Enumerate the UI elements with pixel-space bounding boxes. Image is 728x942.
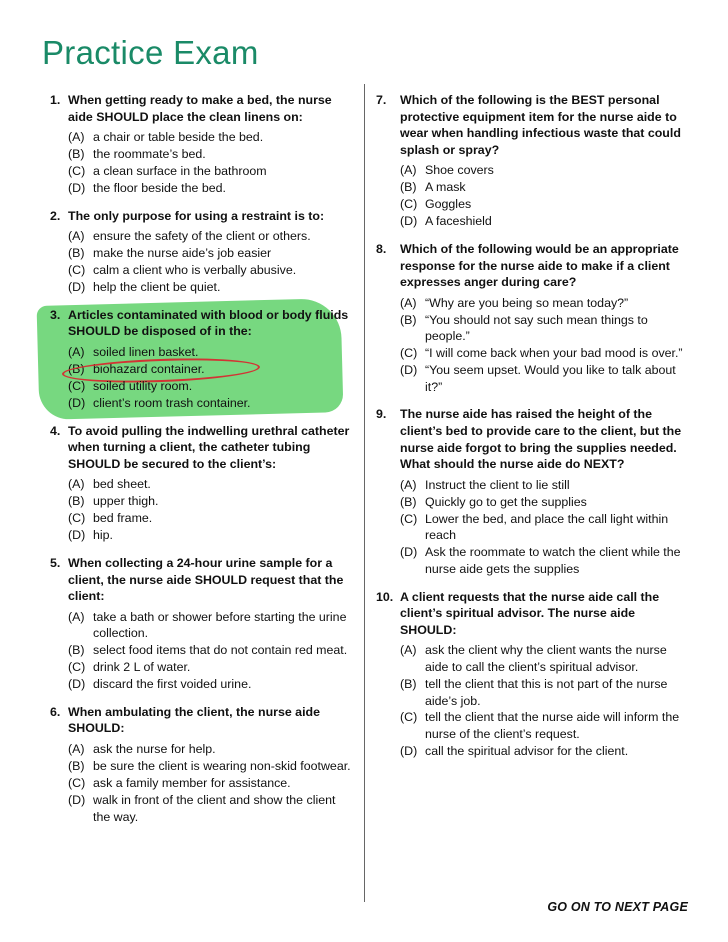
question-5	[50, 555, 356, 693]
answer-option: (D) Ask the roommate to watch the client while the nurse aide gets the supplies	[400, 545, 681, 576]
answer-option: (A) bed sheet.	[68, 477, 151, 492]
answer-option: (A) take a bath or shower before starting the urine collection.	[68, 609, 347, 641]
answer-option: (A) Shoe covers	[400, 163, 494, 178]
question-4	[50, 423, 356, 544]
answer-option: (A) ensure the safety of the client or others.	[68, 229, 311, 244]
question-1	[50, 92, 356, 197]
question-text: To avoid pulling the indwelling urethral catheter when turning a client, the catheter tubing SHOULD be secured to the client’s:	[68, 423, 350, 471]
answer-option: (B) make the nurse aide’s job easier	[68, 246, 272, 261]
answer-option: (A) “Why are you being so mean today?”	[400, 295, 629, 310]
answer-option: (A) ask the client why the client wants the nurse aide to call the client’s spiritual advisor.	[400, 643, 667, 674]
question-number: 10.	[376, 589, 394, 604]
answer-option: (C) tell the client that the nurse aide will inform the nurse of the client’s request.	[400, 710, 680, 742]
question-text: When ambulating the client, the nurse aide SHOULD:	[68, 704, 320, 736]
answer-option: (B) the roommate’s bed.	[68, 147, 206, 162]
right-column	[376, 92, 688, 771]
answer-option: (D) “You seem upset. Would you like to talk about it?”	[400, 363, 676, 394]
question-number: 6.	[50, 704, 61, 719]
question-7	[376, 92, 688, 230]
answer-option: (C) drink 2 L of water.	[68, 660, 191, 675]
question-number: 5.	[50, 555, 61, 570]
answer-option: (C) a clean surface in the bathroom	[68, 164, 267, 179]
answer-option: (D) walk in front of the client and show the client the way.	[68, 793, 336, 824]
question-text: A client requests that the nurse aide call the client’s spiritual advisor. The nurse aide SHOULD:	[400, 589, 660, 637]
answer-option: (D) client’s room trash container.	[68, 396, 251, 411]
answer-option: (B) tell the client that this is not part of the nurse aide’s job.	[400, 676, 668, 708]
answer-option: (B) be sure the client is wearing non-skid footwear.	[68, 759, 351, 774]
answer-option: (D) help the client be quiet.	[68, 280, 221, 295]
question-10	[376, 589, 688, 760]
question-text: The nurse aide has raised the height of the client’s bed to provide care to the client, but the nurse aide forgot to bring the supplies needed. What should the nurse aide do NEXT?	[400, 407, 682, 472]
question-number: 9.	[376, 407, 387, 422]
question-text: When getting ready to make a bed, the nurse aide SHOULD place the clean linens on:	[68, 93, 332, 124]
question-text: Which of the following is the BEST personal protective equipment item for the nurse aide to wear when handling infectious waste that could splash or spray?	[400, 93, 681, 157]
question-text: When collecting a 24-hour urine sample for a client, the nurse aide SHOULD request that the client:	[68, 555, 344, 604]
question-text: Which of the following would be an appropriate response for the nurse aide to make if a client expresses anger during care?	[400, 241, 679, 290]
answer-option: (C) ask a family member for assistance.	[68, 776, 291, 791]
answer-option: (D) discard the first voided urine.	[68, 677, 252, 692]
question-number: 2.	[50, 208, 61, 223]
question-9	[376, 406, 688, 577]
question-text: The only purpose for using a restraint is to:	[68, 208, 325, 223]
answer-option: (D) the floor beside the bed.	[68, 181, 226, 196]
answer-option: (D) call the spiritual advisor for the client.	[400, 744, 629, 759]
next-page-footer: GO ON TO NEXT PAGE	[547, 900, 688, 914]
answer-option: (B) Quickly go to get the supplies	[400, 494, 587, 509]
question-number: 7.	[376, 93, 387, 107]
answer-option: (C) soiled utility room.	[68, 379, 193, 394]
answer-option: (D) hip.	[68, 528, 113, 543]
page-title: Practice Exam	[42, 34, 259, 71]
answer-option: (A) Instruct the client to lie still	[400, 477, 570, 492]
answer-option: (A) soiled linen basket.	[68, 345, 199, 360]
question-8	[376, 241, 688, 396]
answer-option: (C) “I will come back when your bad mood is over.”	[400, 346, 683, 361]
question-number: 3.	[50, 307, 61, 322]
question-2	[50, 208, 356, 296]
answer-option: (A) a chair or table beside the bed.	[68, 130, 264, 145]
answer-option: (A) ask the nurse for help.	[68, 742, 216, 757]
question-number: 8.	[376, 241, 387, 256]
question-3	[50, 307, 356, 412]
answer-option: (C) Lower the bed, and place the call light within reach	[400, 511, 669, 543]
answer-option-circled: (B) biohazard container.	[68, 361, 356, 378]
question-number: 1.	[50, 93, 61, 107]
question-number: 4.	[50, 423, 61, 438]
answer-option: (B) upper thigh.	[68, 494, 159, 509]
answer-option: (D) A faceshield	[400, 214, 492, 229]
question-6	[50, 704, 356, 825]
answer-option: (B) “You should not say such mean things to people.”	[400, 312, 648, 344]
answer-option: (B) select food items that do not contain red meat.	[68, 643, 348, 658]
answer-option: (C) Goggles	[400, 197, 472, 212]
question-text: Articles contaminated with blood or body fluids SHOULD be disposed of in the:	[68, 307, 349, 339]
answer-option: (C) bed frame.	[68, 511, 153, 526]
answer-option: (B) A mask	[400, 180, 466, 195]
left-column	[50, 92, 356, 836]
answer-option: (C) calm a client who is verbally abusive.	[68, 263, 297, 278]
column-divider	[364, 84, 365, 902]
